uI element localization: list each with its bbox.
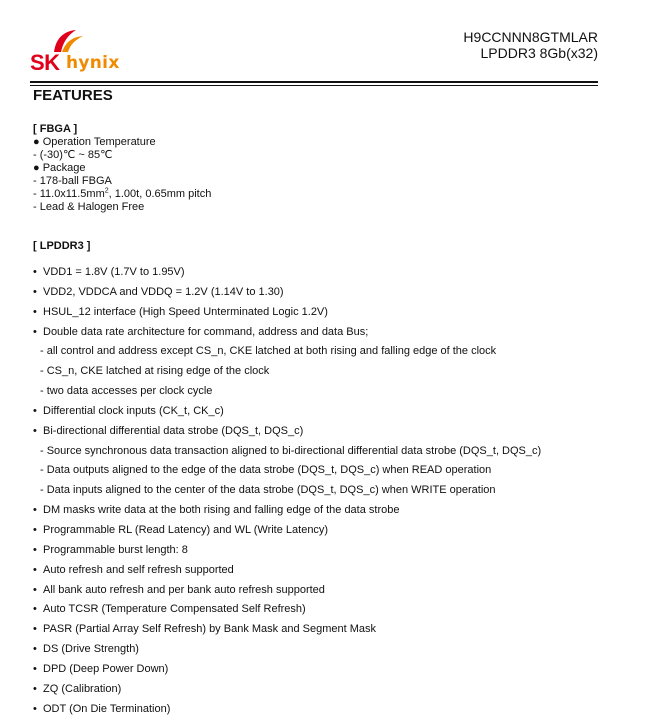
bullet-icon: • [33,285,37,298]
op-temp-value: - (-30)℃ ~ 85℃ [33,149,113,161]
bullet-icon: • [33,583,37,596]
bullet-icon: • [33,623,37,636]
feature-item [33,323,541,343]
feature-text: Differential clock inputs (CK_t, CK_c) [43,404,224,417]
header-rule-thin [30,85,598,86]
feature-item [33,600,541,620]
logo-hynix-text: hynix [66,53,120,73]
package-lead-free: - Lead & Halogen Free [33,201,145,213]
logo-sk-text: SK [30,50,60,75]
feature-item [33,541,541,561]
feature-text: Double data rate architecture for command, address and data Bus; [43,325,369,338]
feature-sub-item [33,342,541,362]
feature-item [33,521,541,541]
package-size: - $11.0x11.5mm^2$, 1.00t, 0.65mm pitch [33,187,212,200]
feature-text: - CS_n, CKE latched at rising edge of the clock [40,365,270,378]
op-temp-label: Operation Temperature [42,136,156,148]
feature-sub-item [33,461,541,481]
feature-text: - Data outputs aligned to the edge of the data strobe (DQS_t, DQS_c) when READ operation [40,464,492,477]
feature-text: HSUL_12 interface (High Speed Unterminated Logic 1.2V) [43,305,328,318]
fbga-heading: [ FBGA ] [33,123,78,135]
package-label: Package [42,162,86,174]
bullet-icon: • [33,682,37,695]
feature-item [33,660,541,680]
lpddr3-feature-list [33,263,541,719]
bullet-icon: • [33,603,37,616]
feature-item [33,422,541,442]
package-ball-count: - 178-ball FBGA [33,175,112,187]
feature-item [33,501,541,521]
bullet-icon: • [33,325,37,338]
bullet-icon: • [33,662,37,675]
feature-text: DM masks write data at the both rising and falling edge of the data strobe [43,504,400,517]
fbga-section [33,123,211,214]
part-description: LPDDR3 8Gb(x32) [480,45,598,61]
header-rule [30,81,598,83]
bullet-icon: • [33,266,37,278]
feature-text: All bank auto refresh and per bank auto refresh supported [43,583,325,596]
bullet-icon: • [33,523,37,536]
bullet-icon: ● [33,136,40,148]
package-item [33,162,211,175]
document-header [463,29,598,61]
op-temp-item [33,136,211,149]
feature-sub-item [33,382,541,402]
feature-text: ZQ (Calibration) [43,682,122,695]
bullet-icon: ● [33,162,40,174]
bullet-icon: • [33,305,37,318]
sk-hynix-logo [30,28,130,74]
page-title: FEATURES [33,87,113,104]
bullet-icon: • [33,424,37,437]
feature-item [33,283,541,303]
feature-text: - all control and address except CS_n, CKE latched at both rising and falling edge of the clock [40,345,497,358]
feature-item [33,303,541,323]
bullet-icon: • [33,702,37,715]
feature-sub-item [33,362,541,382]
feature-text: ODT (On Die Termination) [43,702,171,715]
feature-text: VDD2, VDDCA and VDDQ = 1.2V (1.14V to 1.30) [43,285,284,298]
feature-text: - two data accesses per clock cycle [40,385,213,398]
feature-text: VDD1 = 1.8V (1.7V to 1.95V) [43,266,185,278]
feature-item [33,402,541,422]
feature-item [33,561,541,581]
feature-item [33,680,541,700]
feature-text: - Data inputs aligned to the center of the data strobe (DQS_t, DQS_c) when WRITE operation [40,484,496,497]
feature-text: Auto refresh and self refresh supported [43,563,234,576]
feature-text: Programmable burst length: 8 [43,543,188,556]
part-number: H9CCNNN8GTMLAR [463,29,598,45]
feature-text: Bi-directional differential data strobe (DQS_t, DQS_c) [43,424,304,437]
lpddr3-heading: [ LPDDR3 ] [33,240,91,252]
bullet-icon: • [33,404,37,417]
feature-text: Programmable RL (Read Latency) and WL (Write Latency) [43,523,329,536]
feature-item [33,640,541,660]
feature-text: Auto TCSR (Temperature Compensated Self Refresh) [43,603,306,616]
feature-text: DS (Drive Strength) [43,643,139,656]
bullet-icon: • [33,504,37,517]
feature-item [33,620,541,640]
feature-text: DPD (Deep Power Down) [43,662,169,675]
feature-text: PASR (Partial Array Self Refresh) by Bank Mask and Segment Mask [43,623,376,636]
feature-item [33,581,541,601]
feature-sub-item [33,442,541,462]
bullet-icon: • [33,563,37,576]
feature-item [33,263,541,283]
bullet-icon: • [33,643,37,656]
feature-text: - Source synchronous data transaction aligned to bi-directional differential data strobe (DQS_t, DQS_c) [40,444,542,457]
bullet-icon: • [33,543,37,556]
feature-sub-item [33,481,541,501]
feature-item [33,700,541,720]
